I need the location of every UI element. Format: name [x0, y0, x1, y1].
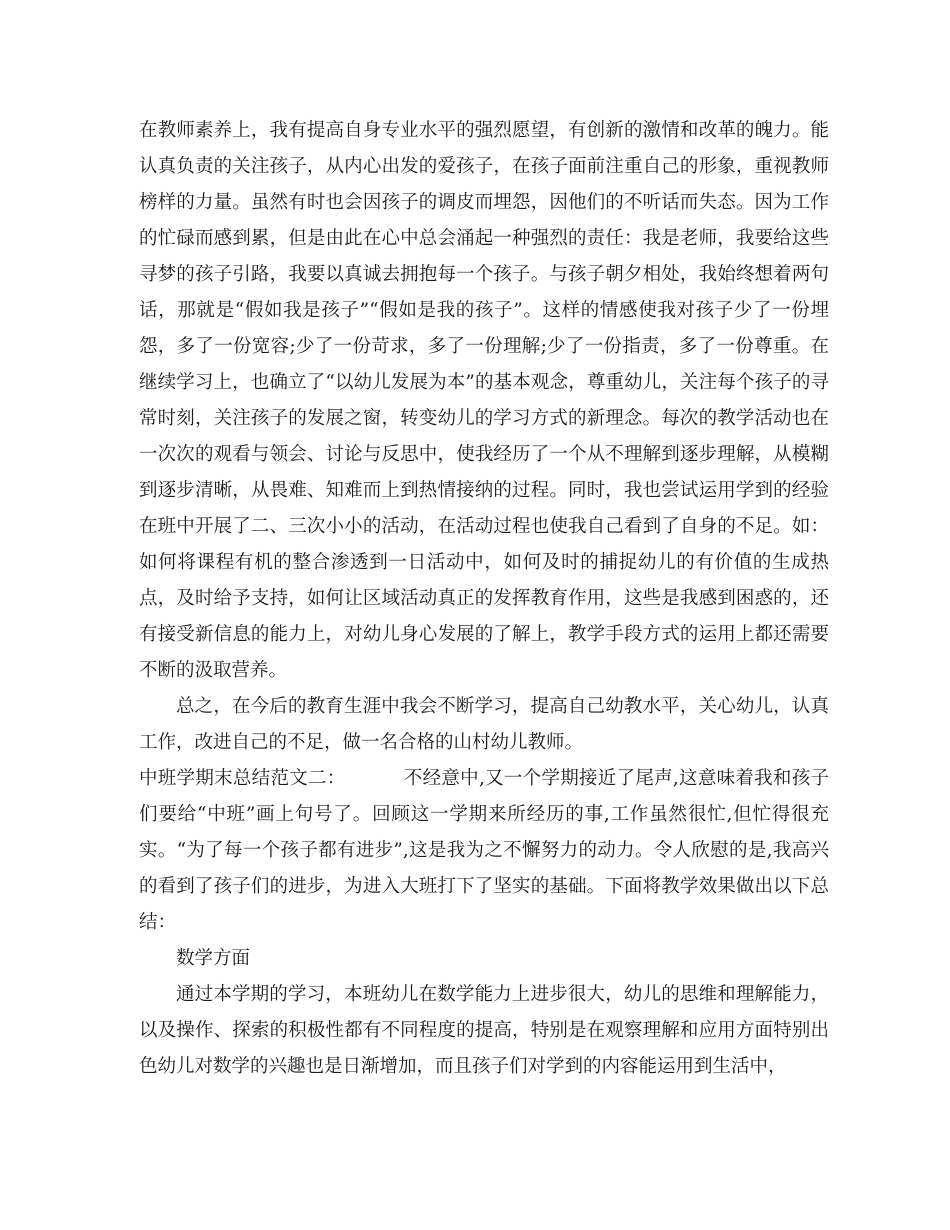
paragraph-conclusion: 总之，在今后的教育生涯中我会不断学习，提高自己幼教水平，关心幼儿，认真工作，改进自己的不足，做一名合格的山村幼儿教师。 — [139, 696, 829, 753]
paragraph-summary-two — [139, 761, 829, 941]
paragraph-math: 通过本学期的学习，本班幼儿在数学能力上进步很大，幼儿的思维和理解能力，以及操作、探索的积极性都有不同程度的提高，特别是在观察理解和应用方面特别出色幼儿对数学的兴趣也是日渐增加，而且孩子们对学到的内容能运用到生活中， — [139, 984, 829, 1077]
paragraph-teacher-quality: 在教师素养上，我有提高自身专业水平的强烈愿望，有创新的激情和改革的魄力。能认真负责的关注孩子，从内心出发的爱孩子，在孩子面前注重自己的形象，重视教师榜样的力量。虽然有时也会因孩子的调皮而埋怨，因他们的不听话而失态。因为工作的忙碌而感到累，但是由此在心中总会涌起一种强烈的责任：我是老师，我要给这些寻梦的孩子引路，我要以真诚去拥抱每一个孩子。与孩子朝夕相处，我始终想着两句话，那就是“假如我是孩子”“假如是我的孩子”。这样的情感使我对孩子少了一份埋怨，多了一份宽容;少了一份苛求，多了一份理解;少了一份指责，多了一份尊重。在继续学习上，也确立了“以幼儿发展为本”的基本观念，尊重幼儿，关注每个孩子的寻常时刻，关注孩子的发展之窗，转变幼儿的学习方式的新理念。每次的教学活动也在一次次的观看与领会、讨论与反思中，使我经历了一个从不理解到逐步理解，从模糊到逐步清晰，从畏难、知难而上到热情接纳的过程。同时，我也尝试运用学到的经验在班中开展了二、三次小小的活动，在活动过程也使我自己看到了自身的不足。如：如何将课程有机的整合渗透到一日活动中，如何及时的捕捉幼儿的有价值的生成热点，及时给予支持，如何让区域活动真正的发挥教育作用，这些是我感到困惑的，还有接受新信息的能力上，对幼儿身心发展的了解上，教学手段方式的运用上都还需要不断的汲取营养。 — [139, 120, 829, 681]
summary-two-title: 中班学期末总结范文二： — [139, 768, 346, 789]
document-body — [139, 113, 829, 1085]
section-heading-math: 数学方面 — [176, 948, 251, 969]
summary-two-body: 不经意中,又一个学期接近了尾声,这意味着我和孩子们要给“中班”画上句号了。回顾这一学期来所经历的事,工作虽然很忙,但忙得很充实。“为了每一个孩子都有进步”,这是我为之不懈努力的动力。令人欣慰的是,我高兴的看到了孩子们的进步，为进入大班打下了坚实的基础。下面将教学效果做出以下总结： — [139, 768, 829, 933]
